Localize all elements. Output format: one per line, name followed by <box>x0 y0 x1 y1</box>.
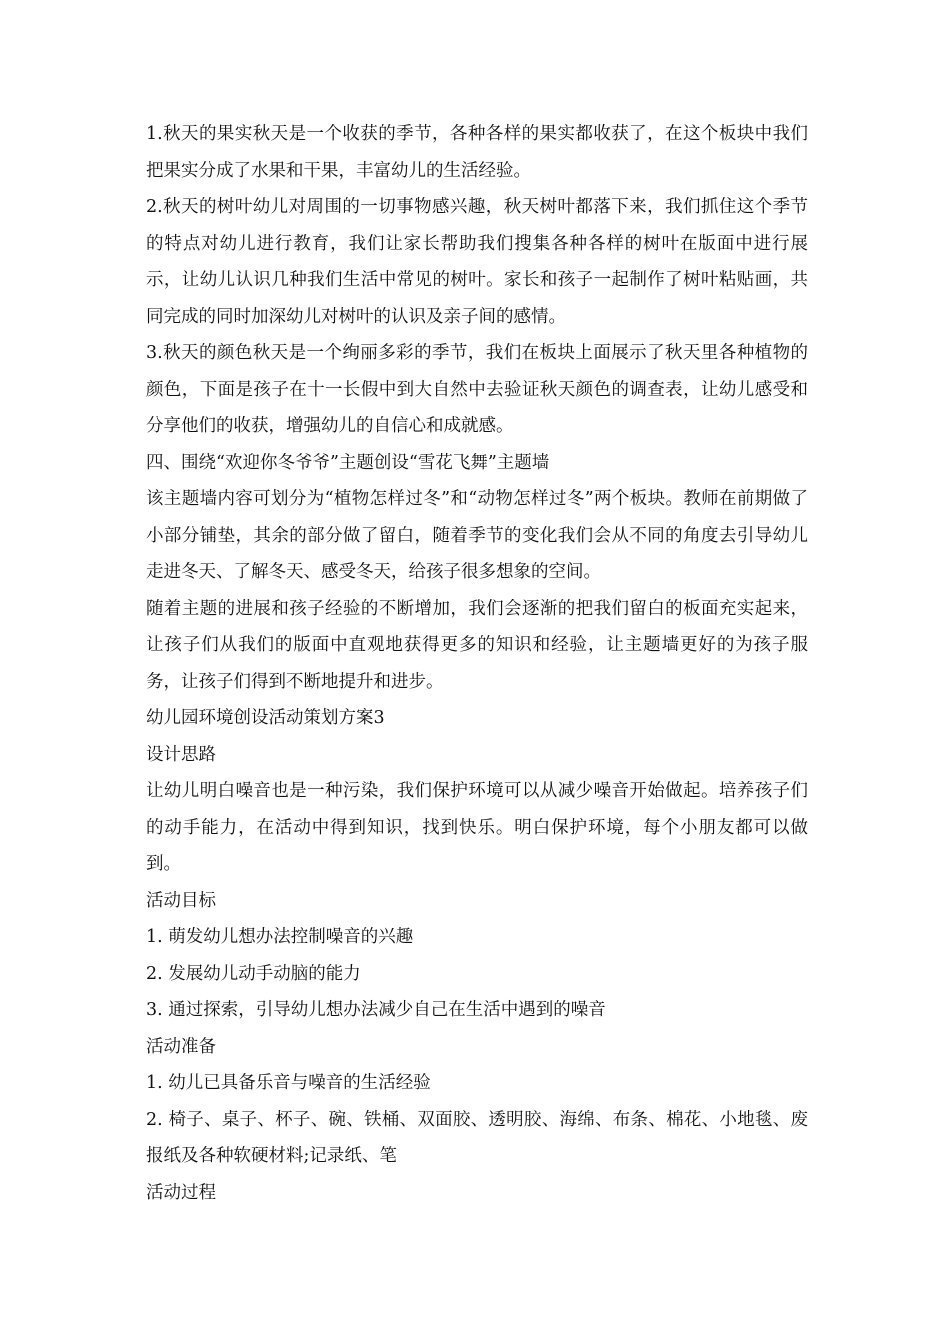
preparation-item-1: 1. 幼儿已具备乐音与噪音的生活经验 <box>146 1073 431 1093</box>
heading-activity-preparation: 活动准备 <box>146 1036 216 1057</box>
goal-item-2: 2. 发展幼儿动手动脑的能力 <box>146 963 361 984</box>
plan-title: 幼儿园环境创设活动策划方案3 <box>146 708 385 728</box>
paragraph-winter-wall-content: 该主题墙内容可划分为“植物怎样过冬”和“动物怎样过冬”两个板块。教师在前期做了小部分铺垫，其余的部分做了留白，随着季节的变化我们会从不同的角度去引导幼儿走进冬天、了解冬天、感受冬天，给孩子很多想象的空间。 <box>146 489 808 582</box>
paragraph-design-idea: 让幼儿明白噪音也是一种污染，我们保护环境可以从减少噪音开始做起。培养孩子们的动手能力，在活动中得到知识，找到快乐。明白保护环境，每个小朋友都可以做到。 <box>146 781 808 874</box>
section-heading-winter-wall: 四、围绕“欢迎你冬爷爷”主题创设“雪花飞舞”主题墙 <box>146 452 550 473</box>
paragraph-autumn-colors: 3.秋天的颜色秋天是一个绚丽多彩的季节，我们在板块上面展示了秋天里各种植物的颜色，下面是孩子在十一长假中到大自然中去验证秋天颜色的调查表，让幼儿感受和分享他们的收获，增强幼儿的自信心和成就感。 <box>146 343 808 436</box>
heading-activity-process: 活动过程 <box>146 1182 216 1203</box>
goal-item-1: 1. 萌发幼儿想办法控制噪音的兴趣 <box>146 927 414 947</box>
heading-activity-goals: 活动目标 <box>146 890 216 911</box>
paragraph-autumn-leaves: 2.秋天的树叶幼儿对周围的一切事物感兴趣，秋天树叶都落下来，我们抓住这个季节的特点对幼儿进行教育，我们让家长帮助我们搜集各种各样的树叶在版面中进行展示，让幼儿认识几种我们生活中常见的树叶。家长和孩子一起制作了树叶粘贴画，共同完成的同时加深幼儿对树叶的认识及亲子间的感情。 <box>146 197 808 327</box>
paragraph-autumn-fruits: 1.秋天的果实秋天是一个收获的季节，各种各样的果实都收获了，在这个板块中我们把果实分成了水果和干果，丰富幼儿的生活经验。 <box>146 124 808 181</box>
goal-item-3: 3. 通过探索，引导幼儿想办法减少自己在生活中遇到的噪音 <box>146 1000 606 1020</box>
preparation-item-2: 2. 椅子、桌子、杯子、碗、铁桶、双面胶、透明胶、海绵、布条、棉花、小地毯、废报纸及各种软硬材料;记录纸、笔 <box>146 1109 808 1166</box>
document-body <box>146 116 808 1211</box>
heading-design-idea: 设计思路 <box>146 744 216 765</box>
paragraph-theme-progress: 随着主题的进展和孩子经验的不断增加，我们会逐渐的把我们留白的板面充实起来，让孩子们从我们的版面中直观地获得更多的知识和经验，让主题墙更好的为孩子服务，让孩子们得到不断地提升和进步。 <box>146 598 808 692</box>
